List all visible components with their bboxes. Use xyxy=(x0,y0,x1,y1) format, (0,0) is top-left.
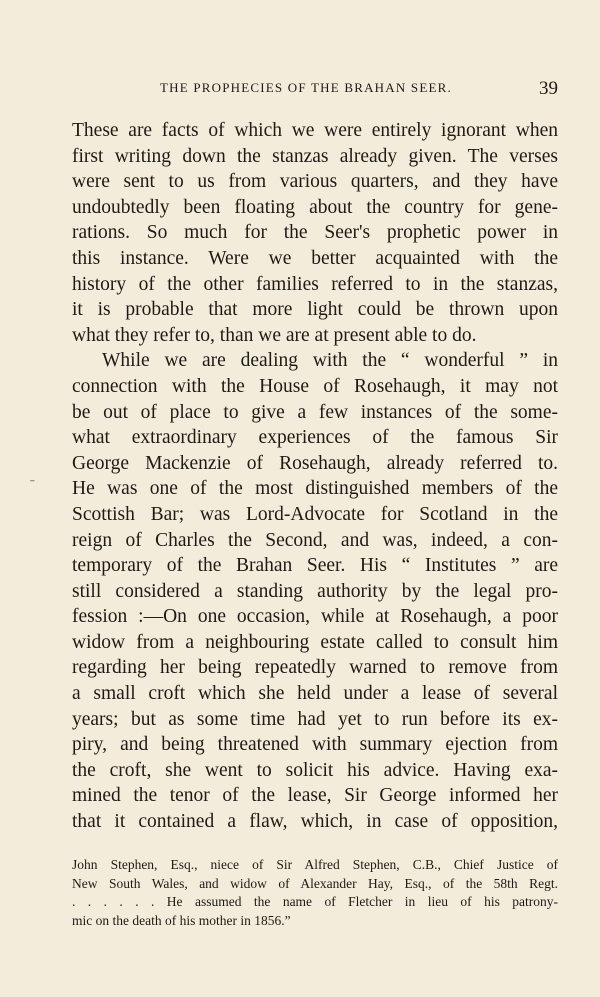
text-line: temporary of the Brahan Seer. His “ Institutes ” are xyxy=(72,555,558,577)
footnote-line: John Stephen, Esq., niece of Sir Alfred Stephen, C.B., Chief Justice of xyxy=(72,857,558,872)
text-line: a small croft which she held under a lease of several xyxy=(72,683,558,705)
text-line: be out of place to give a few instances of the some- xyxy=(72,401,558,423)
text-line: George Mackenzie of Rosehaugh, already referred to. xyxy=(72,452,558,474)
text-line: still considered a standing authority by the legal pro- xyxy=(72,580,558,602)
text-line: These are facts of which we were entirely ignorant when xyxy=(72,120,558,141)
text-line: the croft, she went to solicit his advice. Having exa- xyxy=(72,759,558,781)
footnote-line: New South Wales, and widow of Alexander Hay, Esq., of the 58th Regt. xyxy=(72,875,558,891)
running-title: THE PROPHECIES OF THE BRAHAN SEER. xyxy=(160,80,452,95)
text-line: first writing down the stanzas already given. The verses xyxy=(72,145,558,167)
footnote xyxy=(72,856,558,930)
text-line: He was one of the most distinguished members of the xyxy=(72,478,558,500)
text-line: connection with the House of Rosehaugh, it may not xyxy=(72,375,558,397)
text-line: rations. So much for the Seer's prophetic power in xyxy=(72,222,558,244)
text-line: reign of Charles the Second, and was, indeed, a con- xyxy=(72,529,558,551)
page-number: 39 xyxy=(539,78,558,99)
text-line: piry, and being threatened with summary ejection from xyxy=(72,734,558,756)
text-line: that it contained a flaw, which, in case of opposition, xyxy=(72,811,558,833)
text-line: were sent to us from various quarters, and they have xyxy=(72,171,558,193)
text-line: years; but as some time had yet to run before its ex- xyxy=(72,708,558,730)
text-line: it is probable that more light could be thrown upon xyxy=(72,299,558,321)
text-line: fession :—On one occasion, while at Rosehaugh, a poor xyxy=(72,606,558,628)
footnote-line: . . . . . . He assumed the name of Fletcher in lieu of his patrony- xyxy=(72,894,558,910)
text-line: undoubtedly been floating about the country for gene- xyxy=(72,196,558,218)
text-line: regarding her being repeatedly warned to remove from xyxy=(72,657,558,679)
text-line: history of the other families referred to in the stanzas, xyxy=(72,273,558,295)
text-line: mined the tenor of the lease, Sir George informed her xyxy=(72,785,558,807)
text-line: what extraordinary experiences of the famous Sir xyxy=(72,427,558,449)
footnote-line: mic on the death of his mother in 1856.” xyxy=(72,912,291,928)
page-header xyxy=(72,78,558,102)
body-text xyxy=(72,118,558,835)
text-line: widow from a neighbouring estate called to consult him xyxy=(72,631,558,653)
margin-mark: ˉ xyxy=(30,478,35,493)
text-line: this instance. Were we better acquainted with the xyxy=(72,247,558,269)
text-line: Scottish Bar; was Lord-Advocate for Scotland in the xyxy=(72,503,558,525)
text-line: While we are dealing with the “ wonderful ” in xyxy=(102,350,558,372)
text-line: what they refer to, than we are at present able to do. xyxy=(72,324,477,346)
